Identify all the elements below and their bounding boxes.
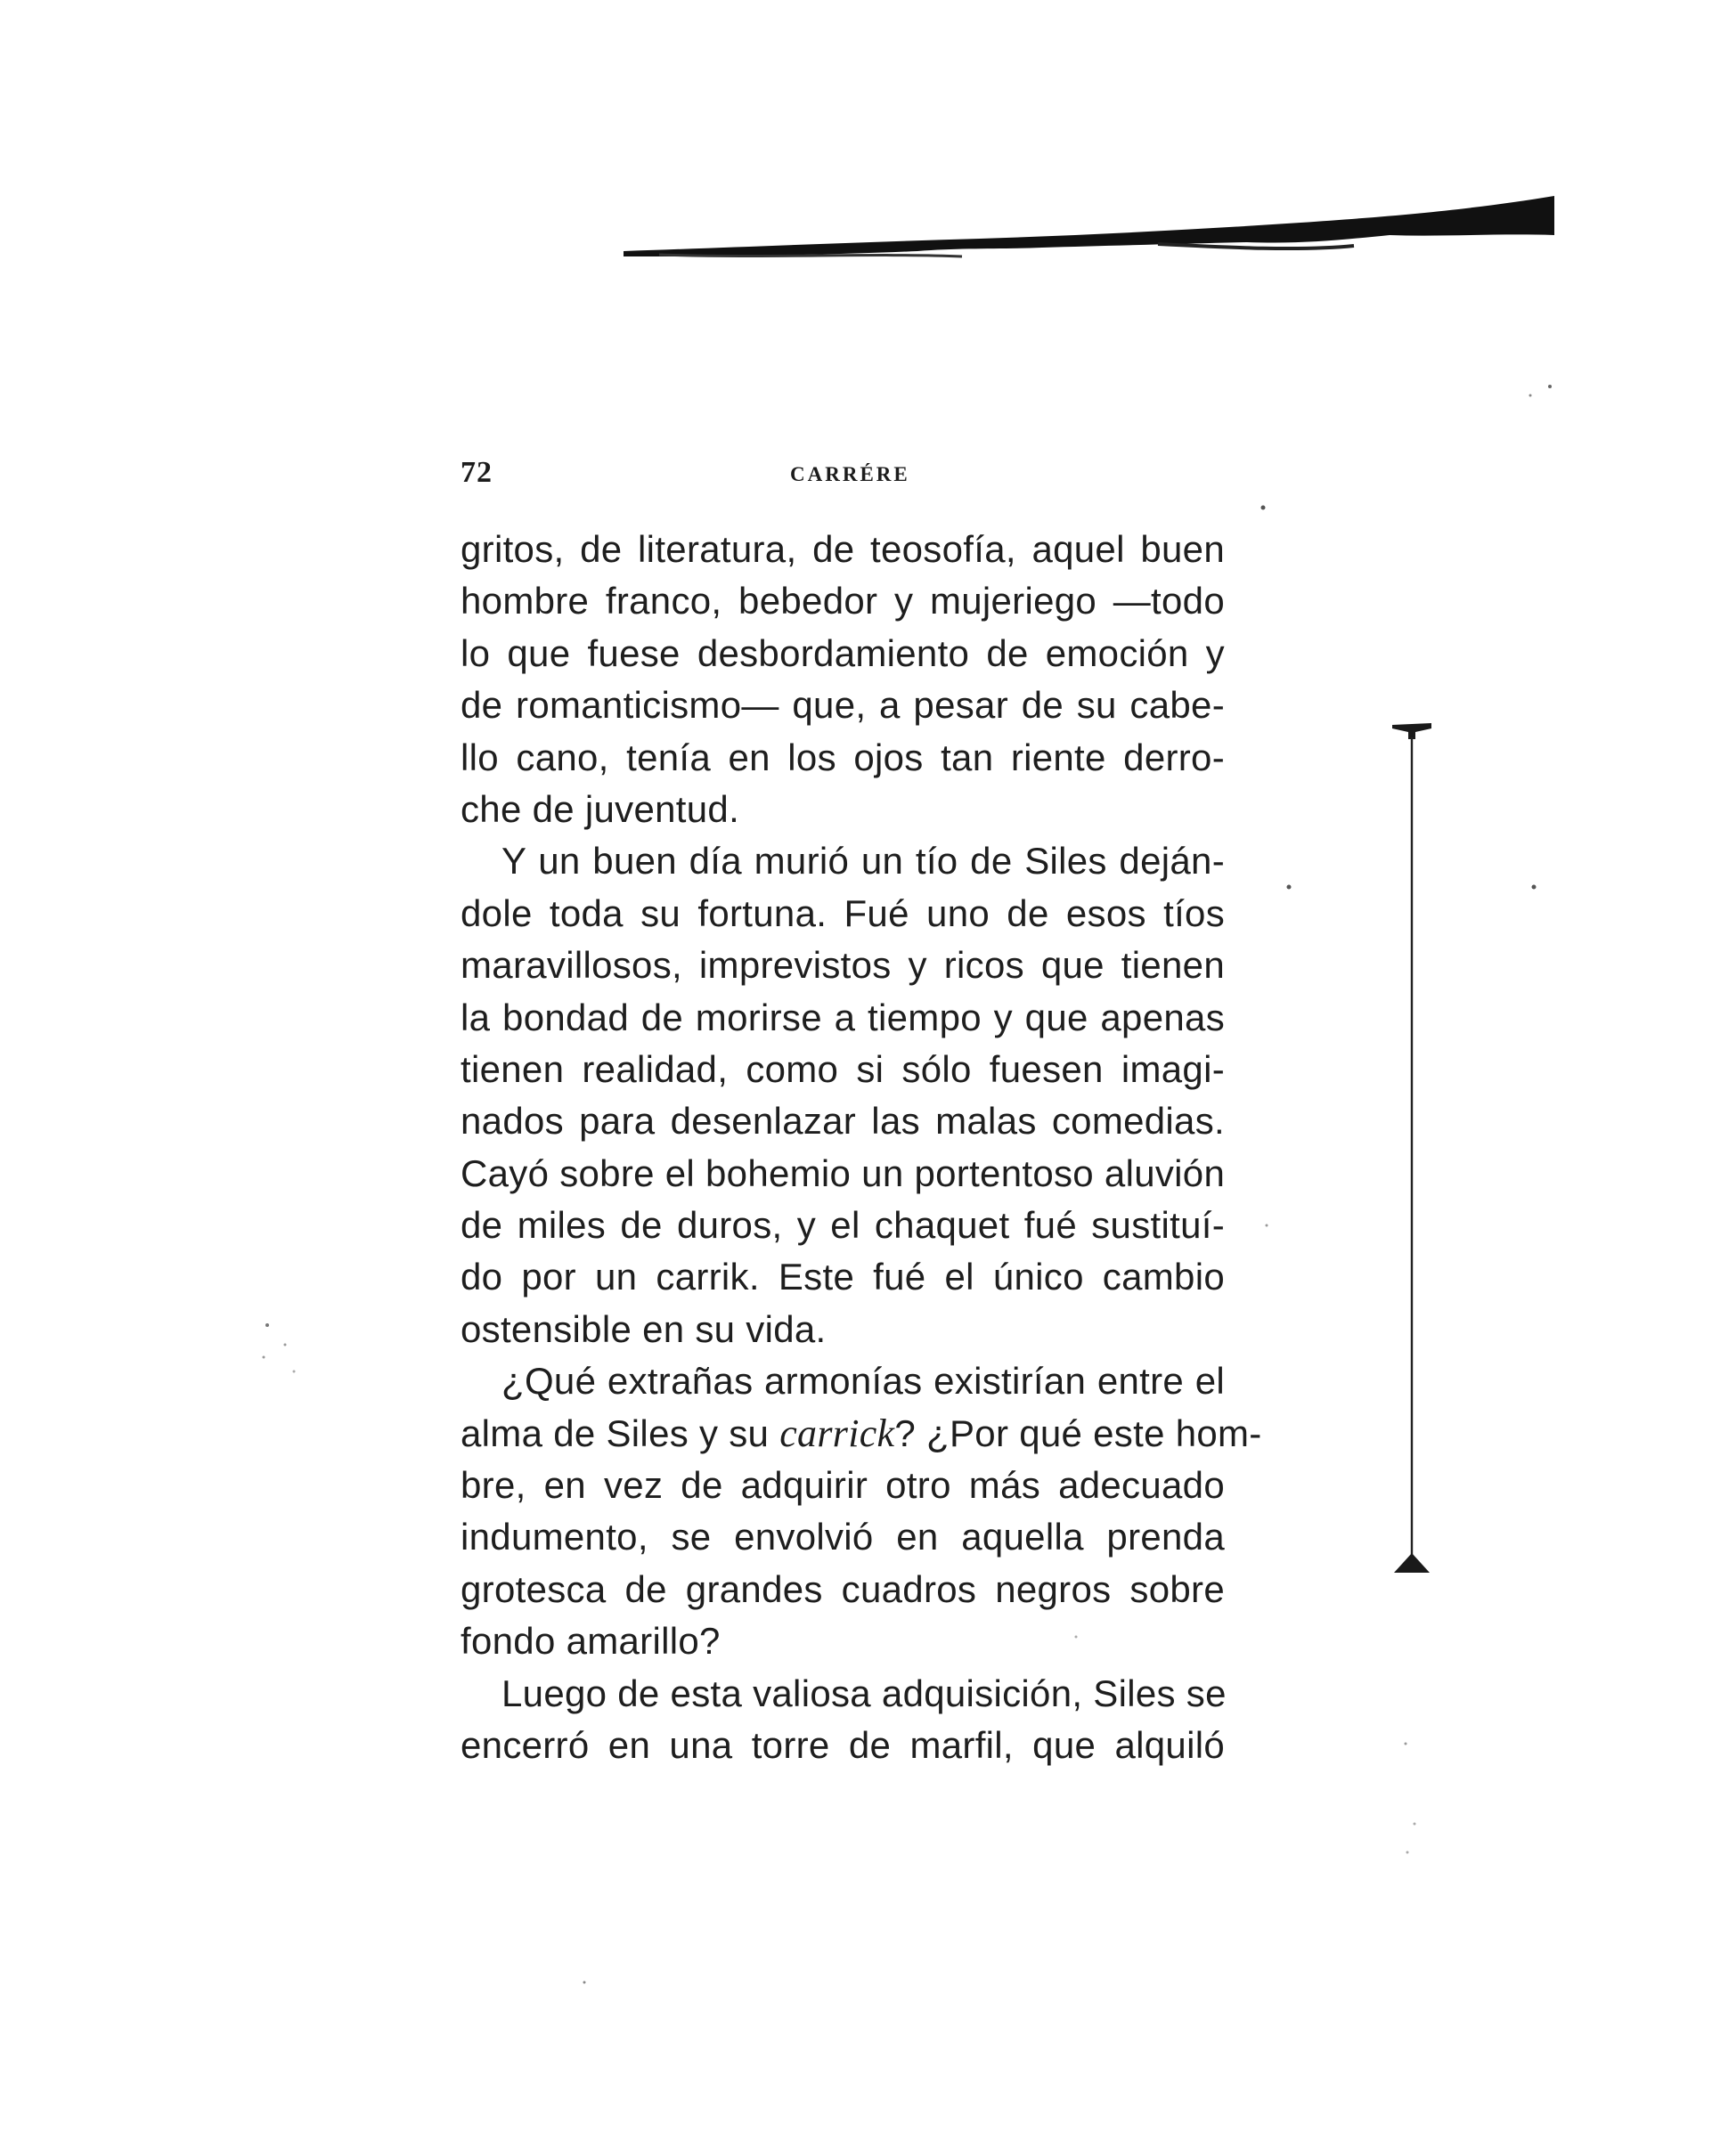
- body-text: [461, 524, 1262, 1771]
- text-line: lo que fuese desbordamiento de emoción y: [461, 631, 1225, 674]
- text-line: la bondad de morirse a tiempo y que apenas: [461, 996, 1225, 1038]
- paragraph-3: [461, 1355, 1262, 1667]
- text-line: llo cano, tenía en los ojos tan riente derro-: [461, 736, 1225, 778]
- paragraph-1: [461, 524, 1225, 835]
- text-line: dole toda su fortuna. Fué uno de esos tíos: [461, 891, 1225, 934]
- text-line: de miles de duros, y el chaquet fué sustituí-: [461, 1204, 1225, 1247]
- text-line: hombre franco, bebedor y mujeriego —todo: [461, 580, 1225, 622]
- text-line: bre, en vez de adquirir otro más adecuado: [461, 1464, 1225, 1507]
- text-line: che de juventud.: [461, 787, 740, 830]
- text-line: Y un buen día murió un tío de Siles deján-: [501, 840, 1225, 883]
- margin-ruler-mark: [1385, 712, 1439, 1585]
- page-header: [461, 456, 1225, 500]
- text-line: Luego de esta valiosa adquisición, Siles se: [501, 1672, 1227, 1714]
- text-line: nados para desenlazar las malas comedias.: [461, 1100, 1225, 1143]
- text-segment: ? ¿Por qué este hom-: [894, 1412, 1262, 1454]
- text-line: maravillosos, imprevistos y ricos que tienen: [461, 944, 1225, 987]
- text-segment: alma de Siles y su: [461, 1412, 770, 1454]
- running-head: CARRÉRE: [790, 463, 910, 485]
- ink-smudge-mark: [624, 189, 1554, 260]
- text-line: grotesca de grandes cuadros negros sobre: [461, 1567, 1225, 1610]
- text-line: gritos, de literatura, de teosofía, aquel buen: [461, 528, 1225, 570]
- paragraph-4: [461, 1668, 1225, 1772]
- text-line: tienen realidad, como si sólo fuesen imagi-: [461, 1047, 1225, 1090]
- text-line: Cayó sobre el bohemio un portentoso aluvión: [461, 1151, 1226, 1194]
- text-line-with-italic: [461, 1408, 1262, 1460]
- text-line: encerró en una torre de marfil, que alquiló: [461, 1723, 1225, 1766]
- text-line: de romanticismo— que, a pesar de su cabe-: [461, 684, 1225, 727]
- page-number: 72: [461, 456, 493, 489]
- italic-word: carrick: [779, 1411, 895, 1455]
- text-line: indumento, se envolvió en aquella prenda: [461, 1516, 1225, 1558]
- paragraph-2: [461, 835, 1225, 1355]
- text-line: ostensible en su vida.: [461, 1307, 827, 1350]
- text-line: ¿Qué extrañas armonías existirían entre el: [501, 1360, 1225, 1403]
- text-line: fondo amarillo?: [461, 1620, 721, 1663]
- text-line: do por un carrik. Este fué el único cambio: [461, 1256, 1225, 1298]
